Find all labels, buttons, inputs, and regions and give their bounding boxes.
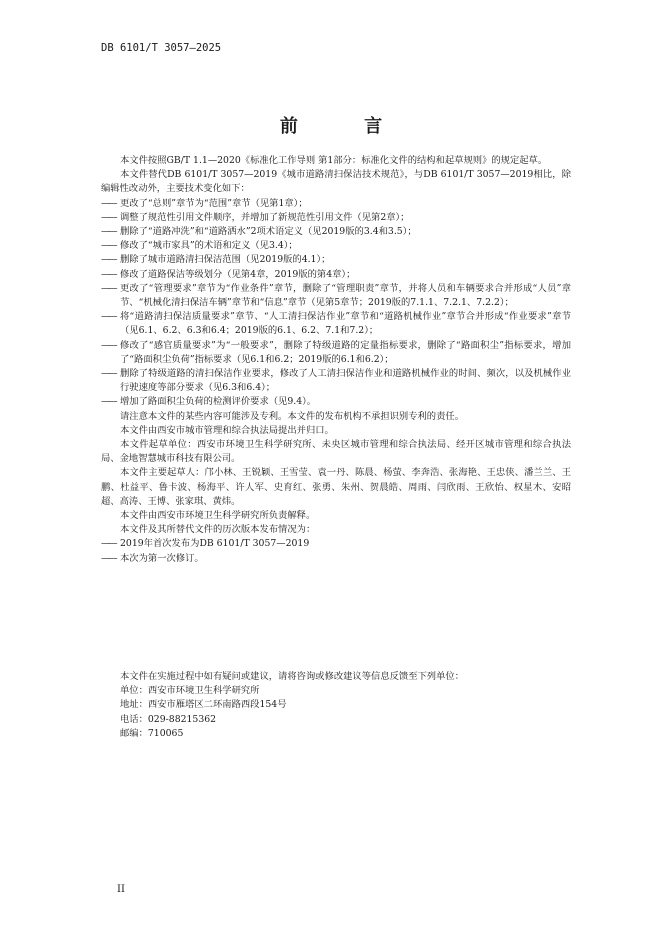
change-item: [101, 211, 571, 225]
document-id: DB 6101/T 3057—2025: [101, 42, 222, 54]
change-text: 将“道路清扫保洁质量要求”章节、“人工清扫保洁作业”章节和“道路机械作业”章节合并形成“作业要求”章节（见6.1、6.2、6.3和6.4；2019版的6.1、6.2、7.1和7.2）；: [120, 311, 571, 337]
intro-paragraph: 本文件替代DB 6101/T 3057—2019《城市道路清扫保洁技术规范》，与DB 6101/T 3057—2019相比，除编辑性改动外，主要技术变化如下：: [101, 169, 571, 195]
history-text: 本次为第一次修订。: [120, 552, 204, 564]
dash-marker: ——: [101, 368, 116, 380]
foreword-title: 前 言: [279, 116, 413, 137]
change-item: [101, 339, 571, 367]
change-item: [101, 367, 571, 395]
statement-paragraph: 本文件主要起草人：邝小林、王锐颖、王雪莹、袁一丹、陈晨、杨萤、李奔浩、张海艳、王忠侠、潘兰兰、王鹏、杜益平、鲁卡波、杨海平、许人军、史育红、张勇、朱州、贺晨皓、周雨、闫欣雨、王欣怡、权星木、安昭超、高涛、王博、张家琪、黄炜。: [101, 467, 571, 507]
dash-marker: ——: [101, 339, 116, 351]
change-item: [101, 282, 571, 310]
change-item: [101, 268, 571, 282]
statement-paragraph: 本文件起草单位：西安市环境卫生科学研究所、未央区城市管理和综合执法局、经开区城市管理和综合执法局、金地智慧城市科技有限公司。: [101, 439, 571, 465]
change-text: 删除了特级道路的清扫保洁作业要求，修改了人工清扫保洁作业和道路机械作业的时间、频次，以及机械作业行驶速度等部分要求（见6.3和6.4）；: [120, 368, 571, 394]
dash-marker: ——: [101, 282, 116, 294]
feedback-postcode: 邮编：710065: [120, 727, 184, 739]
page-number: II: [117, 884, 125, 895]
dash-marker: ——: [101, 226, 116, 238]
statement-paragraph: 本文件由西安市城市管理和综合执法局提出并归口。: [120, 424, 334, 436]
change-item: [101, 225, 571, 239]
feedback-address: 地址：西安市雁塔区二环南路西段154号: [120, 699, 287, 711]
dash-marker: ——: [101, 254, 116, 266]
change-item: [101, 395, 571, 409]
change-text: 修改了“城市家具”的术语和定义（见3.4）；: [120, 240, 298, 252]
change-text: 修改了“感官质量要求”为“一般要求”，删除了特级道路的定量指标要求，删除了“路面积尘”指标要求，增加了“路面积尘负荷”指标要求（见6.1和6.2；2019版的6.1和6.2）；: [120, 339, 571, 365]
dash-marker: ——: [101, 240, 116, 252]
feedback-phone: 电话：029-88215362: [120, 713, 217, 725]
foreword-body: [101, 154, 571, 566]
statement-paragraph: 本文件及其所替代文件的历次版本发布情况为：: [120, 524, 316, 536]
dash-marker: ——: [101, 311, 116, 323]
dash-marker: ——: [101, 538, 116, 550]
dash-marker: ——: [101, 552, 116, 564]
statement-paragraph: 请注意本文件的某些内容可能涉及专利。本文件的发布机构不承担识别专利的责任。: [120, 410, 464, 422]
history-text: 2019年首次发布为DB 6101/T 3057—2019: [120, 538, 310, 550]
dash-marker: ——: [101, 197, 116, 209]
dash-marker: ——: [101, 268, 116, 280]
change-item: [101, 197, 571, 211]
feedback-intro: 本文件在实施过程中如有疑问或建议，请将咨询或修改建议等信息反馈至下列单位：: [120, 671, 464, 682]
change-item: [101, 253, 571, 267]
change-text: 更改了“总则”章节为“范围”章节（见第1章）；: [120, 197, 308, 209]
feedback-section: [101, 670, 571, 741]
change-text: 增加了路面积尘负荷的检测评价要求（见9.4）。: [120, 396, 317, 408]
change-text: 修改了道路保洁等级划分（见第4章，2019版的第4章）；: [120, 268, 356, 280]
change-text: 调整了规范性引用文件顺序，并增加了新规范性引用文件（见第2章）；: [120, 211, 410, 223]
change-text: 删除了“道路冲洗”和“道路洒水”2项术语定义（见2019版的3.4和3.5）；: [120, 226, 417, 238]
statement-paragraph: 本文件由西安市环境卫生科学研究所负责解释。: [120, 510, 316, 522]
change-text: 更改了“管理要求”章节为“作业条件”章节，删除了“管理职责”章节，并将人员和车辆要求合并形成“人员”章节、“机械化清扫保洁车辆”章节和“信息”章节（见第5章节；2019版的7.1.1、7.2.1、7.2.2）；: [120, 282, 571, 309]
intro-paragraph: 本文件按照GB/T 1.1—2020《标准化工作导则 第1部分：标准化文件的结构和起草规则》的规定起草。: [120, 155, 548, 166]
change-text: 删除了城市道路清扫保洁范围（见2019版的4.1）；: [120, 254, 331, 266]
feedback-unit: 单位：西安市环境卫生科学研究所: [120, 685, 260, 697]
history-item: [101, 552, 571, 566]
history-item: [101, 537, 571, 551]
dash-marker: ——: [101, 211, 116, 223]
change-item: [101, 239, 571, 253]
change-item: [101, 310, 571, 338]
dash-marker: ——: [101, 396, 116, 408]
